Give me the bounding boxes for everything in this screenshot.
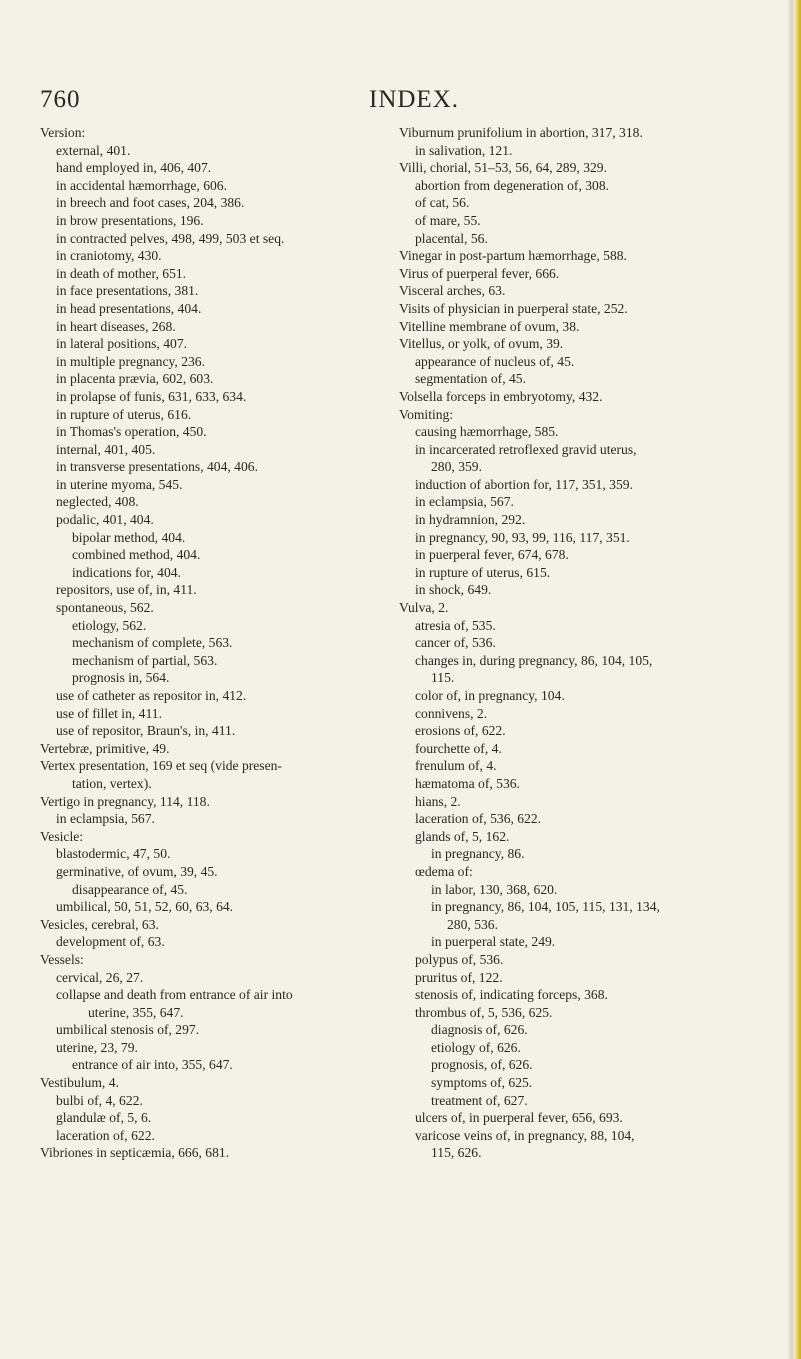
index-entry: external, 401. — [56, 142, 131, 158]
index-entry: polypus of, 536. — [415, 951, 504, 967]
index-entry: in craniotomy, 430. — [56, 248, 162, 264]
index-entry: œdema of: — [415, 863, 473, 879]
index-entry: germinative, of ovum, 39, 45. — [56, 863, 218, 879]
index-entry: in transverse presentations, 404, 406. — [56, 459, 258, 475]
index-entry: bulbi of, 4, 622. — [56, 1092, 143, 1108]
index-entry: disappearance of, 45. — [72, 881, 188, 897]
index-entry: entrance of air into, 355, 647. — [72, 1057, 233, 1073]
index-entry: placental, 56. — [415, 230, 488, 246]
index-entry: laceration of, 536, 622. — [415, 811, 542, 827]
index-entry: spontaneous, 562. — [56, 600, 154, 616]
index-entry: mechanism of partial, 563. — [72, 652, 218, 668]
index-entry: pruritus of, 122. — [415, 969, 503, 985]
index-entry: glands of, 5, 162. — [415, 828, 510, 844]
index-entry: 115, 626. — [431, 1145, 482, 1161]
index-entry: in salivation, 121. — [415, 142, 513, 158]
index-entry: indications for, 404. — [72, 564, 181, 580]
index-entry: causing hæmorrhage, 585. — [415, 424, 559, 440]
index-entry: in pregnancy, 90, 93, 99, 116, 117, 351. — [415, 529, 630, 545]
index-entry: changes in, during pregnancy, 86, 104, 105, — [415, 652, 653, 668]
index-entry: neglected, 408. — [56, 494, 139, 510]
index-entry: Vesicle: — [40, 828, 84, 844]
index-entry: varicose veins of, in pregnancy, 88, 104, — [415, 1127, 635, 1143]
index-entry: Virus of puerperal fever, 666. — [399, 265, 560, 281]
index-entry: etiology of, 626. — [431, 1039, 521, 1055]
index-entry: hæmatoma of, 536. — [415, 775, 520, 791]
index-entry: in death of mother, 651. — [56, 265, 187, 281]
index-entry: in labor, 130, 368, 620. — [431, 881, 558, 897]
index-entry: umbilical, 50, 51, 52, 60, 63, 64. — [56, 899, 234, 915]
index-entry: glandulæ of, 5, 6. — [56, 1110, 152, 1126]
index-entry: bipolar method, 404. — [72, 529, 186, 545]
index-entry: treatment of, 627. — [431, 1092, 528, 1108]
page-title: INDEX. — [369, 86, 460, 113]
index-entry: Vesicles, cerebral, 63. — [40, 916, 159, 932]
index-entry: segmentation of, 45. — [415, 371, 526, 387]
index-entry: internal, 401, 405. — [56, 441, 156, 457]
index-entry: laceration of, 622. — [56, 1127, 155, 1143]
index-entry: in brow presentations, 196. — [56, 212, 204, 228]
index-entry: tation, vertex). — [72, 775, 152, 791]
index-entry: in rupture of uterus, 615. — [415, 564, 551, 580]
index-entry: in rupture of uterus, 616. — [56, 406, 192, 422]
page-number: 760 — [40, 86, 81, 113]
index-entry: in eclampsia, 567. — [56, 811, 155, 827]
index-entry: Vitellus, or yolk, of ovum, 39. — [399, 336, 564, 352]
index-entry: in placenta prævia, 602, 603. — [56, 371, 214, 387]
index-entry: in breech and foot cases, 204, 386. — [56, 195, 245, 211]
index-entry: in prolapse of funis, 631, 633, 634. — [56, 388, 247, 404]
index-entry: in face presentations, 381. — [56, 283, 199, 299]
index-entry: of mare, 55. — [415, 212, 481, 228]
index-entry: Vinegar in post-partum hæmorrhage, 588. — [399, 248, 627, 264]
index-entry: Vulva, 2. — [399, 600, 449, 616]
index-entry: blastodermic, 47, 50. — [56, 846, 171, 862]
index-entry: in uterine myoma, 545. — [56, 476, 183, 492]
index-entry: cervical, 26, 27. — [56, 969, 144, 985]
index-entry: 280, 536. — [447, 916, 498, 932]
index-entry: Vestibulum, 4. — [40, 1075, 119, 1091]
index-entry: umbilical stenosis of, 297. — [56, 1022, 200, 1038]
index-entry: induction of abortion for, 117, 351, 359. — [415, 476, 633, 492]
index-entry: in pregnancy, 86, 104, 105, 115, 131, 134, — [431, 899, 660, 915]
index-entry: Vertebræ, primitive, 49. — [40, 740, 170, 756]
index-entry: development of, 63. — [56, 934, 165, 950]
index-entry: hand employed in, 406, 407. — [56, 160, 212, 176]
index-entry: Visceral arches, 63. — [399, 283, 506, 299]
index-entry: stenosis of, indicating forceps, 368. — [415, 987, 608, 1003]
index-entry: erosions of, 622. — [415, 723, 506, 739]
index-entry: abortion from degeneration of, 308. — [415, 177, 610, 193]
index-entry: use of catheter as repositor in, 412. — [56, 688, 247, 703]
index-entry: in pregnancy, 86. — [431, 846, 525, 862]
index-entry: prognosis, of, 626. — [431, 1057, 533, 1073]
index-entry: fourchette of, 4. — [415, 740, 502, 756]
index-entry: in puerperal fever, 674, 678. — [415, 547, 569, 563]
index-entry: symptoms of, 625. — [431, 1075, 533, 1091]
index-entry: repositors, use of, in, 411. — [56, 582, 197, 598]
index-column-right — [399, 124, 757, 1162]
index-entry: Viburnum prunifolium in abortion, 317, 318. — [399, 125, 643, 140]
index-entry: 115. — [431, 670, 455, 686]
index-entry: cancer of, 536. — [415, 635, 496, 651]
index-entry: connivens, 2. — [415, 705, 488, 721]
index-entry: etiology, 562. — [72, 617, 147, 633]
index-entry: combined method, 404. — [72, 547, 201, 563]
index-entry: of cat, 56. — [415, 195, 470, 211]
index-entry: in hydramnion, 292. — [415, 512, 526, 528]
index-entry: Visits of physician in puerperal state, 252. — [399, 300, 628, 316]
index-entry: podalic, 401, 404. — [56, 512, 154, 528]
index-entry: Villi, chorial, 51–53, 56, 64, 289, 329. — [399, 160, 607, 176]
index-entry: in heart diseases, 268. — [56, 318, 176, 334]
index-entry: mechanism of complete, 563. — [72, 635, 233, 651]
index-entry: thrombus of, 5, 536, 625. — [415, 1004, 553, 1020]
index-entry: Version: — [40, 125, 86, 140]
index-entry: uterine, 23, 79. — [56, 1039, 138, 1055]
index-entry: in incarcerated retroflexed gravid uterus, — [415, 441, 637, 457]
index-entry: color of, in pregnancy, 104. — [415, 688, 565, 703]
index-entry: uterine, 355, 647. — [88, 1004, 184, 1020]
index-entry: collapse and death from entrance of air into — [56, 987, 293, 1003]
index-entry: in eclampsia, 567. — [415, 494, 514, 510]
index-entry: Vitelline membrane of ovum, 38. — [399, 318, 580, 334]
index-entry: Vibriones in septicæmia, 666, 681. — [40, 1145, 230, 1161]
index-column-left — [40, 124, 386, 1162]
page-edge — [787, 0, 801, 1359]
index-entry: Vessels: — [40, 951, 84, 967]
index-entry: Vertigo in pregnancy, 114, 118. — [40, 793, 210, 809]
index-entry: in puerperal state, 249. — [431, 934, 556, 950]
index-entry: diagnosis of, 626. — [431, 1022, 528, 1038]
index-entry: Volsella forceps in embryotomy, 432. — [399, 388, 603, 404]
index-entry: appearance of nucleus of, 45. — [415, 353, 575, 369]
index-entry: hians, 2. — [415, 793, 461, 809]
index-entry: 280, 359. — [431, 459, 482, 475]
index-entry: Vomiting: — [399, 406, 454, 422]
index-entry: ulcers of, in puerperal fever, 656, 693. — [415, 1110, 623, 1126]
index-entry: in lateral positions, 407. — [56, 336, 188, 352]
index-entry: use of fillet in, 411. — [56, 705, 162, 721]
index-entry: in head presentations, 404. — [56, 300, 202, 316]
index-entry: in Thomas's operation, 450. — [56, 424, 207, 440]
index-entry: in multiple pregnancy, 236. — [56, 353, 205, 369]
index-entry: in contracted pelves, 498, 499, 503 et seq. — [56, 230, 285, 246]
index-entry: frenulum of, 4. — [415, 758, 497, 774]
index-entry: in accidental hæmorrhage, 606. — [56, 177, 227, 193]
index-entry: prognosis in, 564. — [72, 670, 170, 686]
index-entry: atresia of, 535. — [415, 617, 496, 633]
index-entry: in shock, 649. — [415, 582, 492, 598]
index-entry: Vertex presentation, 169 et seq (vide presen- — [40, 758, 282, 774]
index-entry: use of repositor, Braun's, in, 411. — [56, 723, 236, 739]
